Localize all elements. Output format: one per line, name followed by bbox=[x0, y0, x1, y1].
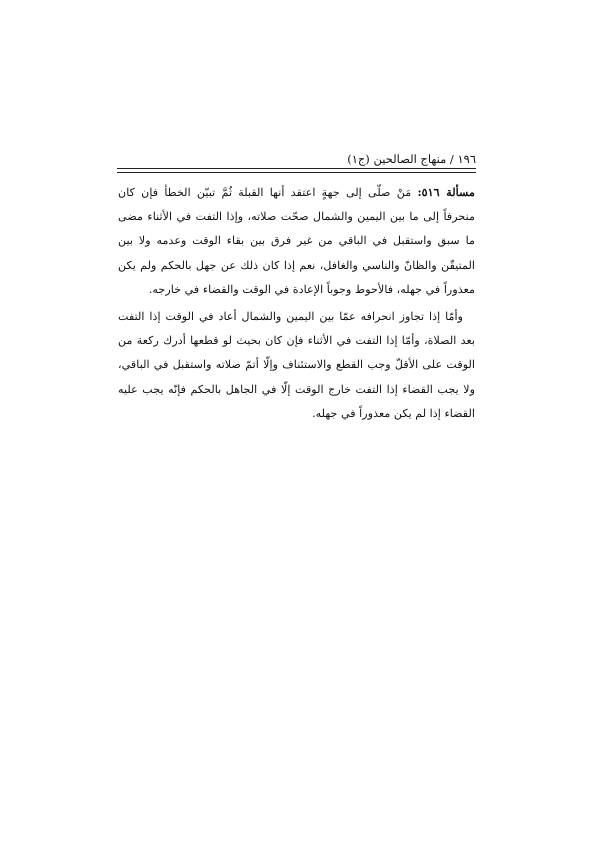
header-rule-thin bbox=[117, 172, 476, 173]
header-rule-thick bbox=[117, 168, 476, 169]
page-number-and-title: ١٩٦ / منهاج الصالحين (ج١) bbox=[347, 152, 476, 166]
paragraph-2: وأمّا إذا تجاوز انحرافه عمّا بين اليمين والشمال أعاد في الوقت إذا التفت بعد الصلاة، وأمّا إذا التفت في الأثناء فإن كان بحيث لو قطعها أدرك ركعة من الوقت على الأقلّ وجب القطع والاستئناف وإلّا أتمّ صلاته واستقبل في الباقي، ولا يجب القضاء إذا التفت خارج الوقت إلّا في الجاهل بالحكم فإنّه يجب عليه القضاء إذا لم يكن معذوراً في جهله. bbox=[118, 310, 475, 420]
masala-label: مسألة ٥١٦: bbox=[417, 185, 476, 199]
paragraph-1-text: مَنْ صلّى إلى جهةٍ اعتقد أنها القبلة ثُمَّ تبيّن الخطأ فإن كان منحرفاً إلى ما بين اليمين والشمال صحّت صلاته، وإذا التفت في الأثناء مضى ما سبق واستقبل في الباقي من غير فرق بين بقاء الوقت وعدمه ولا بين المتيقّن والظانّ والناسي والغافل، نعم إذا كان ذلك عن جهل بالحكم ولم يكن معذوراً في جهله، فالأحوط وجوباً الإعادة في الوقت والقضاء في خارجه. bbox=[118, 186, 475, 296]
running-header bbox=[117, 150, 476, 176]
body-text bbox=[118, 180, 475, 426]
paragraph-1 bbox=[118, 180, 475, 302]
